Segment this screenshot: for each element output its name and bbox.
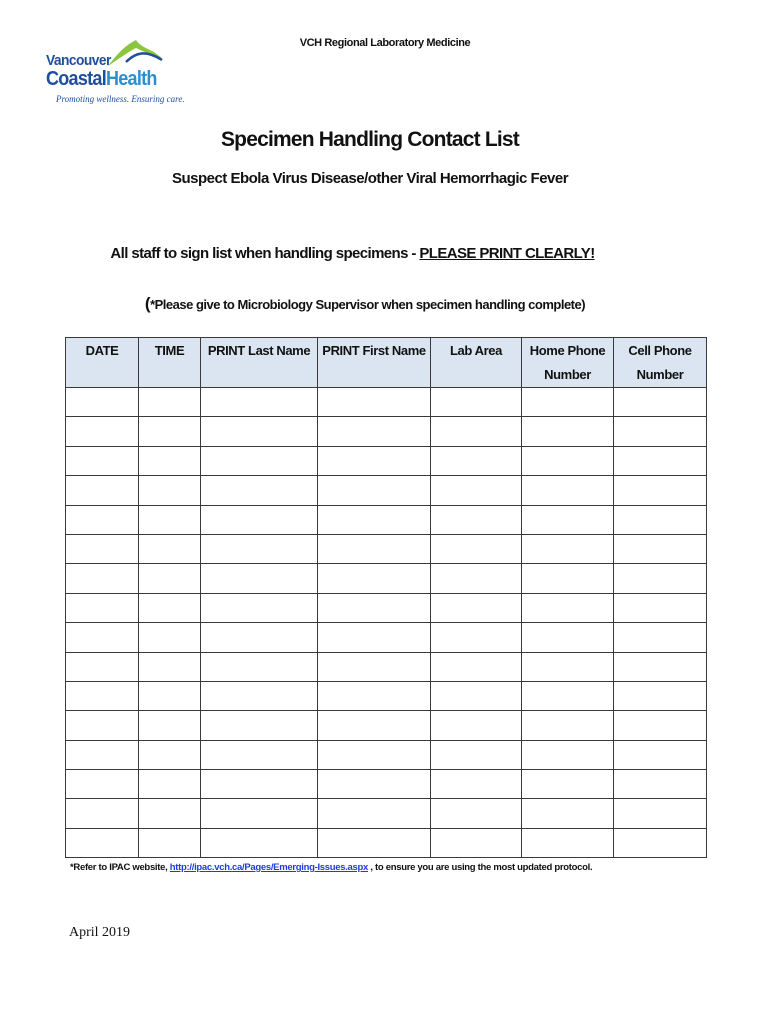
table-cell[interactable] [66,388,139,417]
table-cell[interactable] [318,388,431,417]
table-cell[interactable] [431,476,522,505]
vch-logo [44,38,185,110]
table-cell[interactable] [139,505,201,534]
table-cell[interactable] [201,828,318,857]
table-cell[interactable] [201,799,318,828]
table-cell[interactable] [431,828,522,857]
table-cell[interactable] [139,446,201,475]
table-cell[interactable] [66,446,139,475]
table-cell[interactable] [201,417,318,446]
table-cell[interactable] [201,593,318,622]
table-cell[interactable] [431,652,522,681]
table-cell[interactable] [139,388,201,417]
table-cell[interactable] [66,593,139,622]
table-cell[interactable] [614,388,707,417]
table-row [66,534,707,563]
table-cell[interactable] [201,388,318,417]
table-cell[interactable] [139,652,201,681]
column-header-time: TIME [139,338,201,388]
logo-word-vancouver: Vancouver [46,52,111,69]
table-cell[interactable] [66,770,139,799]
table-cell[interactable] [522,799,614,828]
table-cell[interactable] [614,476,707,505]
table-cell[interactable] [66,711,139,740]
document-header: VCH Regional Laboratory Medicine [299,37,471,49]
logo-word-health: Health [105,68,157,90]
instruction-emphasis: PLEASE PRINT CLEARLY! [419,245,595,262]
table-cell[interactable] [522,770,614,799]
table-cell[interactable] [318,740,431,769]
footnote-suffix: , to ensure you are using the most updated protocol. [368,862,593,873]
table-cell[interactable] [522,652,614,681]
table-cell[interactable] [201,564,318,593]
footnote [70,862,730,873]
table-cell[interactable] [522,623,614,652]
table-cell[interactable] [66,623,139,652]
table-cell[interactable] [614,652,707,681]
table-cell[interactable] [66,564,139,593]
table-cell[interactable] [201,534,318,563]
page-title: Specimen Handling Contact List [220,128,520,151]
footnote-prefix: *Refer to IPAC website, [70,862,170,873]
table-cell[interactable] [431,593,522,622]
table-cell[interactable] [201,446,318,475]
table-cell[interactable] [139,476,201,505]
table-cell[interactable] [431,505,522,534]
column-header-lab-area: Lab Area [431,338,522,388]
table-cell[interactable] [318,417,431,446]
table-cell[interactable] [66,828,139,857]
table-cell[interactable] [522,417,614,446]
table-cell[interactable] [318,652,431,681]
table-row [66,417,707,446]
table-cell[interactable] [139,799,201,828]
table-cell[interactable] [318,770,431,799]
table-header-row [66,338,707,388]
table-row [66,799,707,828]
table-cell[interactable] [614,711,707,740]
table-cell[interactable] [431,564,522,593]
table-row [66,828,707,857]
table-cell[interactable] [139,593,201,622]
table-cell[interactable] [139,681,201,710]
document-date: April 2019 [69,925,131,940]
mountain-logo-icon [106,38,164,70]
table-row [66,388,707,417]
table-cell[interactable] [614,593,707,622]
table-cell[interactable] [431,770,522,799]
table-cell[interactable] [139,623,201,652]
table-cell[interactable] [614,534,707,563]
instruction-text: All staff to sign list when handling specimens - [110,245,420,262]
table-cell[interactable] [66,799,139,828]
logo-tagline: Promoting wellness. Ensuring care. [56,94,185,104]
table-cell[interactable] [201,770,318,799]
ipac-link[interactable]: http://ipac.vch.ca/Pages/Emerging-Issues.aspx [169,862,369,873]
table-row [66,770,707,799]
table-cell[interactable] [522,476,614,505]
table-row [66,593,707,622]
table-cell[interactable] [139,711,201,740]
table-cell[interactable] [139,770,201,799]
table-row [66,740,707,769]
table-cell[interactable] [614,740,707,769]
logo-word-coastal: Coastal [46,68,106,90]
table-cell[interactable] [614,623,707,652]
table-row [66,505,707,534]
table-cell[interactable] [201,505,318,534]
table-cell[interactable] [614,799,707,828]
table-cell[interactable] [522,505,614,534]
table-cell[interactable] [318,505,431,534]
column-header-date: DATE [66,338,139,388]
table-row [66,681,707,710]
instruction-line [0,245,705,262]
table-cell[interactable] [431,623,522,652]
table-cell[interactable] [66,505,139,534]
table-row [66,652,707,681]
logo-word-coastal-health [46,68,157,91]
table-cell[interactable] [201,623,318,652]
table-cell[interactable] [614,828,707,857]
column-header-first-name: PRINT First Name [318,338,431,388]
page-subtitle: Suspect Ebola Virus Disease/other Viral Hemorrhagic Fever [171,170,569,187]
table-cell[interactable] [431,740,522,769]
table-cell[interactable] [431,388,522,417]
table-cell[interactable] [431,534,522,563]
table-body [66,388,707,858]
table-cell[interactable] [431,711,522,740]
table-cell[interactable] [66,740,139,769]
table-cell[interactable] [66,652,139,681]
column-header-cell-phone: Cell Phone Number [614,338,707,388]
table-cell[interactable] [522,593,614,622]
table-cell[interactable] [139,417,201,446]
table-cell[interactable] [431,799,522,828]
table-cell[interactable] [318,828,431,857]
table-cell[interactable] [318,476,431,505]
table-cell[interactable] [318,534,431,563]
table-cell[interactable] [614,770,707,799]
table-cell[interactable] [522,681,614,710]
table-cell[interactable] [522,388,614,417]
table-cell[interactable] [614,446,707,475]
table-cell[interactable] [318,799,431,828]
table-cell[interactable] [522,828,614,857]
table-cell[interactable] [318,564,431,593]
table-cell[interactable] [522,711,614,740]
table-cell[interactable] [318,446,431,475]
table-cell[interactable] [431,446,522,475]
table-row [66,564,707,593]
table-cell[interactable] [318,711,431,740]
table-cell[interactable] [614,564,707,593]
table-cell[interactable] [431,417,522,446]
column-header-home-phone: Home Phone Number [522,338,614,388]
table-cell[interactable] [431,681,522,710]
table-cell[interactable] [139,740,201,769]
table-cell[interactable] [201,652,318,681]
table-cell[interactable] [522,446,614,475]
table-row [66,623,707,652]
table-cell[interactable] [201,681,318,710]
table-cell[interactable] [201,476,318,505]
table-cell[interactable] [522,740,614,769]
table-cell[interactable] [66,681,139,710]
table-cell[interactable] [139,534,201,563]
table-row [66,711,707,740]
table-cell[interactable] [614,417,707,446]
table-cell[interactable] [66,534,139,563]
table-cell[interactable] [201,740,318,769]
contact-table [65,337,707,858]
table-cell[interactable] [66,476,139,505]
table-cell[interactable] [66,417,139,446]
table-row [66,446,707,475]
table-cell[interactable] [614,505,707,534]
table-cell[interactable] [201,711,318,740]
table-cell[interactable] [139,564,201,593]
table-cell[interactable] [522,564,614,593]
table-cell[interactable] [318,623,431,652]
table-cell[interactable] [318,593,431,622]
note-open-paren: ( [144,294,151,313]
table-cell[interactable] [522,534,614,563]
note-text: *Please give to Microbiology Supervisor when specimen handling complete) [150,297,586,312]
column-header-last-name: PRINT Last Name [201,338,318,388]
table-cell[interactable] [139,828,201,857]
supervisor-note [0,294,730,314]
table-cell[interactable] [318,681,431,710]
table-cell[interactable] [614,681,707,710]
table-row [66,476,707,505]
